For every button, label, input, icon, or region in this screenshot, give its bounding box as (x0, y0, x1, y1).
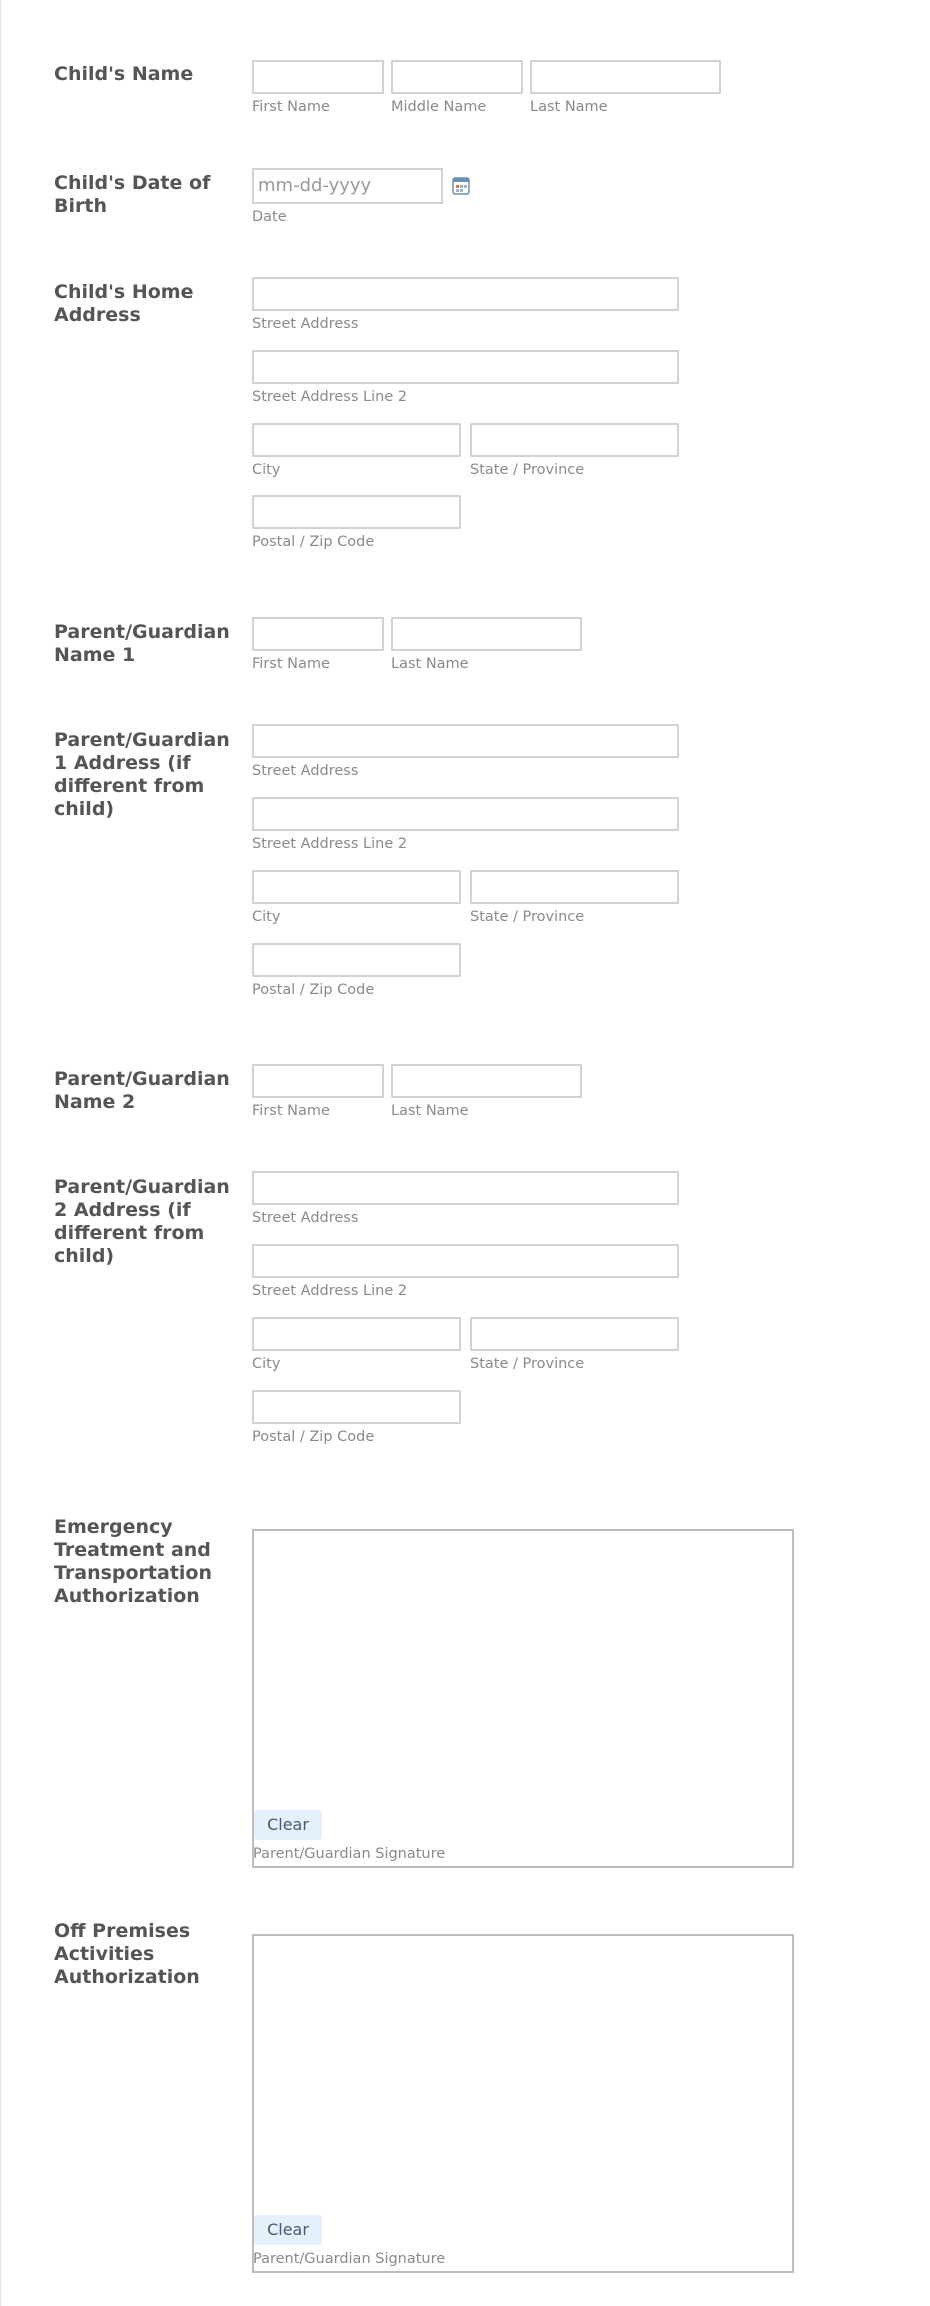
guardian2-street2-input[interactable] (252, 1244, 679, 1278)
guardian1-first-name-sublabel: First Name (252, 656, 330, 672)
child-middle-name-input[interactable] (391, 60, 523, 94)
calendar-icon[interactable] (452, 177, 470, 195)
guardian2-postal-sublabel: Postal / Zip Code (252, 1429, 375, 1445)
dob-label: Child's Date of Birth (54, 172, 211, 217)
emergency-authorization-label: Emergency Treatment and Transportation Authorization (54, 1516, 213, 1607)
guardian1-state-input[interactable] (470, 870, 679, 904)
child-state-input[interactable] (470, 423, 679, 457)
guardian1-last-name-input[interactable] (391, 617, 582, 651)
guardian2-city-input[interactable] (252, 1317, 461, 1351)
emergency-clear-button[interactable]: Clear (254, 1810, 322, 1840)
guardian2-city-sublabel: City (252, 1356, 281, 1372)
off-premises-clear-button[interactable]: Clear (254, 2215, 322, 2245)
dob-sublabel: Date (252, 209, 287, 225)
guardian1-city-sublabel: City (252, 909, 281, 925)
emergency-signature-pad[interactable] (252, 1529, 794, 1868)
guardian1-postal-input[interactable] (252, 943, 461, 977)
child-name-label: Child's Name (54, 63, 194, 85)
guardian2-first-name-sublabel: First Name (252, 1103, 330, 1119)
guardian1-name-label: Parent/Guardian Name 1 (54, 621, 230, 666)
child-first-name-input[interactable] (252, 60, 384, 94)
guardian2-address-label: Parent/Guardian 2 Address (if different from child) (54, 1176, 230, 1267)
guardian2-postal-input[interactable] (252, 1390, 461, 1424)
emergency-signature-caption: Parent/Guardian Signature (253, 1846, 446, 1862)
guardian1-first-name-input[interactable] (252, 617, 384, 651)
guardian2-state-input[interactable] (470, 1317, 679, 1351)
guardian2-state-sublabel: State / Province (470, 1356, 585, 1372)
guardian1-postal-sublabel: Postal / Zip Code (252, 982, 375, 998)
child-last-name-input[interactable] (530, 60, 721, 94)
guardian1-street2-input[interactable] (252, 797, 679, 831)
child-address-label: Child's Home Address (54, 281, 194, 326)
guardian1-last-name-sublabel: Last Name (391, 656, 469, 672)
child-state-sublabel: State / Province (470, 462, 585, 478)
child-postal-sublabel: Postal / Zip Code (252, 534, 375, 550)
guardian1-state-sublabel: State / Province (470, 909, 585, 925)
off-premises-signature-caption: Parent/Guardian Signature (253, 2251, 446, 2267)
guardian1-street-input[interactable] (252, 724, 679, 758)
guardian1-street-sublabel: Street Address (252, 763, 359, 779)
child-postal-input[interactable] (252, 495, 461, 529)
child-last-name-sublabel: Last Name (530, 99, 608, 115)
guardian2-street-input[interactable] (252, 1171, 679, 1205)
guardian2-first-name-input[interactable] (252, 1064, 384, 1098)
guardian2-last-name-input[interactable] (391, 1064, 582, 1098)
dob-input[interactable]: mm-dd-yyyy (252, 168, 443, 204)
child-street2-sublabel: Street Address Line 2 (252, 389, 408, 405)
child-first-name-sublabel: First Name (252, 99, 330, 115)
guardian2-street-sublabel: Street Address (252, 1210, 359, 1226)
guardian2-street2-sublabel: Street Address Line 2 (252, 1283, 408, 1299)
child-street-input[interactable] (252, 277, 679, 311)
guardian1-address-label: Parent/Guardian 1 Address (if different from child) (54, 729, 230, 820)
child-city-sublabel: City (252, 462, 281, 478)
guardian2-last-name-sublabel: Last Name (391, 1103, 469, 1119)
child-middle-name-sublabel: Middle Name (391, 99, 487, 115)
page-border (0, 0, 1, 2306)
off-premises-authorization-label: Off Premises Activities Authorization (54, 1920, 200, 1988)
child-street2-input[interactable] (252, 350, 679, 384)
guardian1-city-input[interactable] (252, 870, 461, 904)
child-city-input[interactable] (252, 423, 461, 457)
guardian2-name-label: Parent/Guardian Name 2 (54, 1068, 230, 1113)
child-street-sublabel: Street Address (252, 316, 359, 332)
off-premises-signature-pad[interactable] (252, 1934, 794, 2273)
guardian1-street2-sublabel: Street Address Line 2 (252, 836, 408, 852)
